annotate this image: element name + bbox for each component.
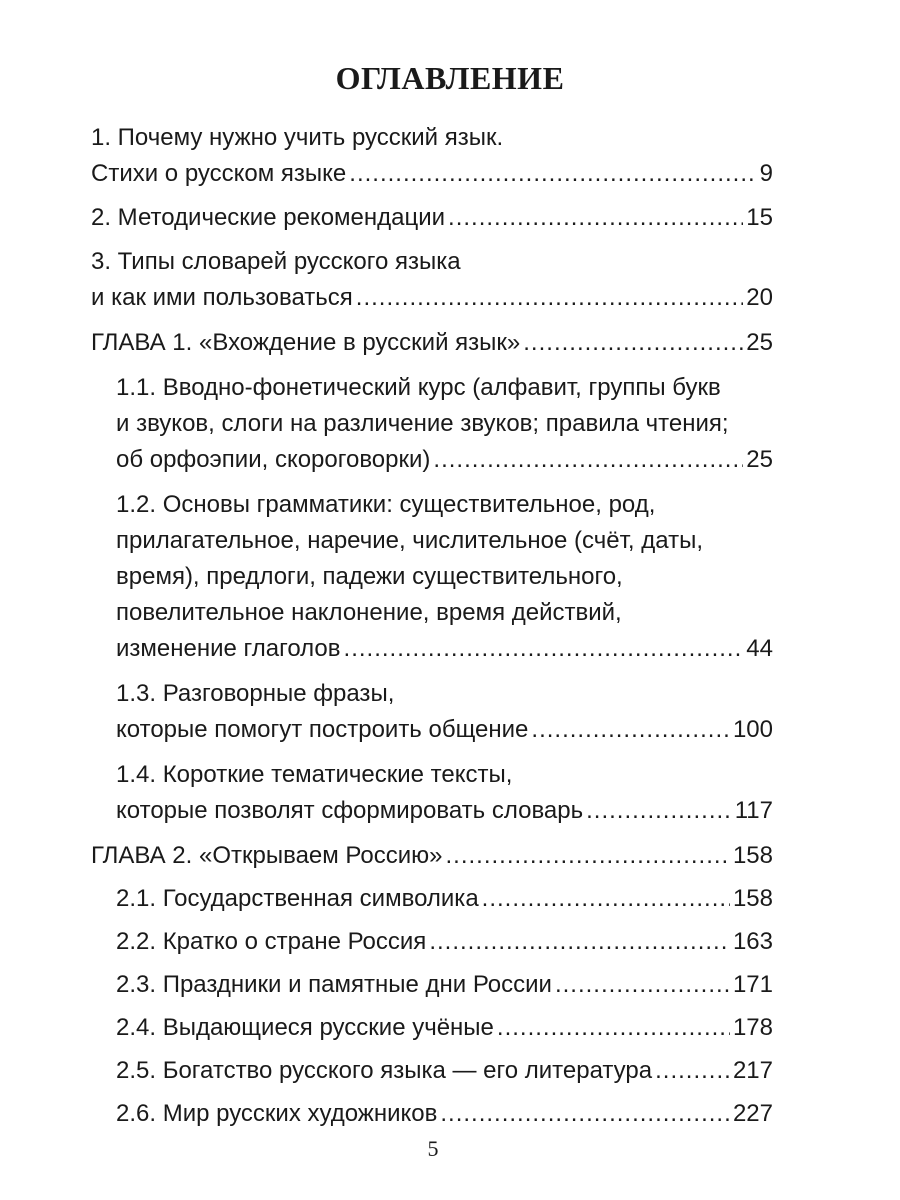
toc-page-number: 163 bbox=[732, 928, 773, 955]
toc-chapter-1 bbox=[91, 325, 773, 361]
dot-leader bbox=[445, 838, 729, 874]
toc-page-number: 44 bbox=[746, 635, 773, 662]
toc-page-number: 171 bbox=[732, 971, 773, 998]
toc-page-number: 25 bbox=[746, 329, 773, 356]
toc-entry-text: 2.4. Выдающиеся русские учёные bbox=[116, 1014, 494, 1041]
toc-entry-line: повелительное наклонение, время действий, bbox=[116, 599, 622, 626]
toc-entry-last-line bbox=[116, 631, 773, 667]
page-title: ОГЛАВЛЕНИЕ bbox=[335, 60, 565, 96]
dot-leader bbox=[349, 156, 756, 192]
page-number: 5 bbox=[427, 1136, 439, 1161]
toc-entry-text: Стихи о русском языке bbox=[91, 160, 347, 187]
toc-entry-text: и как ими пользоваться bbox=[91, 284, 353, 311]
toc-section-1-3 bbox=[116, 676, 773, 748]
toc-section-1-2 bbox=[116, 487, 773, 667]
toc-entry-text: ГЛАВА 2. «Открываем Россию» bbox=[91, 842, 443, 869]
toc-entry-last-line bbox=[116, 712, 773, 748]
toc-entry-line: 3. Типы словарей русского языка bbox=[91, 248, 461, 275]
toc-section-2-4 bbox=[116, 1010, 773, 1046]
toc-page-number: 158 bbox=[732, 842, 773, 869]
toc-page-number: 217 bbox=[732, 1057, 773, 1084]
toc-entry-last-line bbox=[116, 442, 773, 478]
toc-entry-last-line bbox=[91, 156, 773, 192]
toc-entry-text: об орфоэпии, скороговорки) bbox=[116, 446, 431, 473]
toc-section-2-6 bbox=[116, 1096, 773, 1132]
toc-entry-last-line bbox=[91, 200, 773, 236]
toc-entry-last-line bbox=[116, 881, 773, 917]
dot-leader bbox=[531, 712, 730, 748]
dot-leader bbox=[433, 442, 743, 478]
toc-section-2-2 bbox=[116, 924, 773, 960]
toc-entry-text: ГЛАВА 1. «Вхождение в русский язык» bbox=[91, 329, 521, 356]
dot-leader bbox=[448, 200, 743, 236]
toc-page-number: 9 bbox=[759, 160, 773, 187]
toc-page-number: 15 bbox=[746, 204, 773, 231]
toc-page-number: 20 bbox=[746, 284, 773, 311]
toc-entry-last-line bbox=[116, 793, 773, 829]
toc-section-2-5 bbox=[116, 1053, 773, 1089]
toc-chapter-2 bbox=[91, 838, 773, 874]
toc-page-number: 25 bbox=[746, 446, 773, 473]
toc-entry-text: 2.5. Богатство русского языка — его литература bbox=[116, 1057, 653, 1084]
dot-leader bbox=[429, 924, 730, 960]
dot-leader bbox=[497, 1010, 730, 1046]
toc-entry-last-line bbox=[91, 280, 773, 316]
toc-section-1-4 bbox=[116, 757, 773, 829]
dot-leader bbox=[586, 793, 732, 829]
toc-entry-last-line bbox=[116, 924, 773, 960]
table-of-contents bbox=[91, 120, 773, 1132]
toc-entry-last-line bbox=[91, 325, 773, 361]
dot-leader bbox=[344, 631, 744, 667]
toc-page-number: 100 bbox=[732, 716, 773, 743]
toc-entry-2 bbox=[91, 200, 773, 236]
toc-page-number: 158 bbox=[732, 885, 773, 912]
toc-page-number: 178 bbox=[732, 1014, 773, 1041]
toc-entry-last-line bbox=[116, 1096, 773, 1132]
toc-entry-text: которые помогут построить общение bbox=[116, 716, 529, 743]
toc-entry-text: изменение глаголов bbox=[116, 635, 341, 662]
toc-section-2-3 bbox=[116, 967, 773, 1003]
toc-entry-last-line bbox=[116, 1010, 773, 1046]
toc-entry-text: 2.3. Праздники и памятные дни России bbox=[116, 971, 552, 998]
dot-leader bbox=[523, 325, 743, 361]
toc-entry-text: 2. Методические рекомендации bbox=[91, 204, 446, 231]
toc-entry-text: которые позволят сформировать словарь bbox=[116, 797, 584, 824]
dot-leader bbox=[356, 280, 744, 316]
toc-entry-line: прилагательное, наречие, числительное (счёт, даты, bbox=[116, 527, 704, 554]
toc-entry-3 bbox=[91, 244, 773, 316]
toc-entry-text: 2.1. Государственная символика bbox=[116, 885, 479, 912]
toc-entry-text: 2.6. Мир русских художников bbox=[116, 1100, 438, 1127]
toc-page-number: 227 bbox=[732, 1100, 773, 1127]
toc-page-number: 117 bbox=[734, 797, 773, 824]
toc-entry-1 bbox=[91, 120, 773, 192]
dot-leader bbox=[555, 967, 730, 1003]
toc-entry-line: 1.2. Основы грамматики: существительное, род, bbox=[116, 491, 656, 518]
toc-section-1-1 bbox=[116, 370, 773, 478]
toc-entry-last-line bbox=[116, 1053, 773, 1089]
dot-leader bbox=[655, 1053, 730, 1089]
toc-section-2-1 bbox=[116, 881, 773, 917]
dot-leader bbox=[440, 1096, 730, 1132]
toc-entry-last-line bbox=[116, 967, 773, 1003]
toc-entry-line: 1.1. Вводно-фонетический курс (алфавит, группы букв bbox=[116, 374, 721, 401]
toc-entry-line: 1.3. Разговорные фразы, bbox=[116, 680, 395, 707]
toc-entry-line: и звуков, слоги на различение звуков; правила чтения; bbox=[116, 410, 729, 437]
toc-entry-line: время), предлоги, падежи существительного, bbox=[116, 563, 623, 590]
dot-leader bbox=[482, 881, 730, 917]
toc-entry-text: 2.2. Кратко о стране Россия bbox=[116, 928, 427, 955]
toc-entry-last-line bbox=[91, 838, 773, 874]
toc-entry-line: 1. Почему нужно учить русский язык. bbox=[91, 124, 504, 151]
toc-entry-line: 1.4. Короткие тематические тексты, bbox=[116, 761, 513, 788]
